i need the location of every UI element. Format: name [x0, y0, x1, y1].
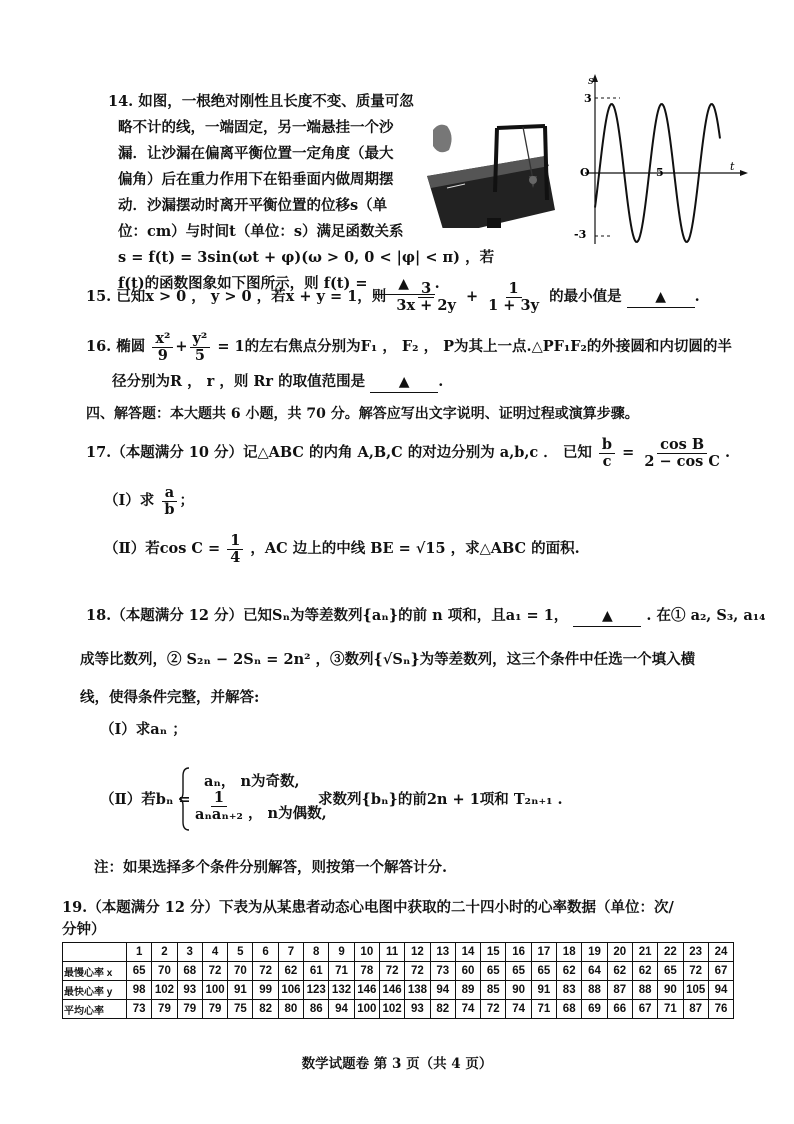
q18-note: 注：如果选择多个条件分别解答，则按第一个解答计分. — [94, 859, 448, 876]
t-axis-label: t — [730, 160, 735, 173]
table-row: 最快心率 y 98 102 93 100 91 99 106 123 132 146 146 138 94 89 85 90 91 83 88 87 88 90 105 94 — [63, 981, 734, 1000]
q17-part2: （Ⅱ）若cos C = $\frac{1}{4}$ ，AC 边上的中线 BE = √15 ，求△ABC 的面积. — [104, 531, 580, 566]
q18-line3: 线，使得条件完整，并解答: — [80, 689, 260, 706]
table-row: 平均心率 73 79 79 79 75 82 80 86 94 100 102 93 82 74 72 74 71 68 69 66 67 71 87 76 — [63, 1000, 734, 1019]
q14-line: 略不计的线，一端固定，另一端悬挂一个沙 — [118, 119, 394, 136]
row-label: 平均心率 — [63, 1000, 127, 1019]
q19-line2: 分钟） — [62, 921, 106, 938]
table-corner — [63, 943, 127, 962]
row-label: 最慢心率 x — [63, 962, 127, 981]
q18-part1: （Ⅰ）求aₙ ； — [100, 721, 187, 738]
q16-line2: 径分别为R ， r ，则 Rr 的取值范围是 ▲ . — [112, 372, 443, 393]
q14-line: s = f(t) = 3sin(ωt + φ)(ω > 0, 0 < |φ| < π) ，若 — [118, 249, 495, 266]
q15-fraction-2: $\frac{1}{1 + 3y}$ — [488, 279, 540, 314]
pendulum-illustration — [425, 118, 570, 228]
q19-line1: 19.（本题满分 12 分）下表为从某患者动态心电图中获取的二十四小时的心率数据（单位：次/ — [62, 899, 674, 916]
table-row: 最慢心率 x 65 70 68 72 70 72 62 61 71 78 72 72 73 60 65 65 65 62 64 62 62 65 72 67 — [63, 962, 734, 981]
min-label: -3 — [574, 228, 587, 241]
brace — [178, 766, 190, 832]
q15-fraction-1: $\frac{3}{3x + 2y}$ — [396, 279, 456, 314]
q14-line: 漏．让沙漏在偏离平衡位置一定角度（最大 — [118, 145, 394, 162]
q15: 15. 已知x > 0 ， y > 0 ，若x + y = 1，则 $\frac{3}{3x + 2y}$ + $\frac{1}{1 + 3y}$ 的最小值是 ▲ . — [86, 279, 700, 314]
answer-blank: ▲ — [627, 287, 695, 308]
q14-line: 偏角）后在重力作用下在铅垂面内做周期摆 — [118, 171, 394, 188]
q18-line1: 18.（本题满分 12 分）已知Sₙ为等差数列{aₙ}的前 n 项和，且a₁ = 1， ▲ . 在① a₂, S₃, a₁₄ — [86, 606, 765, 627]
q14-line-last: f(t)的函数图象如下图所示，则 f(t) = ▲ . — [118, 274, 440, 295]
row-label: 最快心率 y — [63, 981, 127, 1000]
answer-mark: ▲ — [398, 276, 410, 292]
table-header-row: 1 2 3 4 5 6 7 8 9 10 11 12 13 14 15 16 17 18 19 20 21 22 23 24 — [63, 943, 734, 962]
page-footer: 数学试题卷 第 3 页（共 4 页） — [301, 1056, 493, 1072]
q14-line-text: f(t)的函数图象如下图所示，则 f(t) = — [118, 275, 368, 292]
q14-line: 14. 如图，一根绝对刚性且长度不变、质量可忽 — [108, 93, 414, 110]
tick-label: 5 — [656, 166, 664, 179]
q14-line: 动．沙漏摆动时离开平衡位置的位移s（单 — [118, 197, 388, 214]
q15-prefix: 15. 已知x > 0 ， y > 0 ，若x + y = 1，则 — [86, 288, 387, 305]
section-heading: 四、解答题：本大题共 6 小题，共 70 分。解答应写出文字说明、证明过程或演算步骤。 — [86, 406, 639, 422]
q17-part1: （Ⅰ）求 $\frac{a}{b}$ ； — [104, 483, 194, 518]
q16: 16. 椭圆 $\frac{\text{x²}}{9}$ + $\frac{\text{y²}}{5}$ = 1的左右焦点分别为F₁ ， F₂ ， P为其上一点.△PF₁F₂的外接圆和内切圆的半 — [86, 329, 732, 364]
answer-blank: ▲ — [370, 372, 438, 393]
heart-rate-table — [62, 942, 734, 1019]
answer-blank: ▲ — [573, 606, 641, 627]
q18-line2: 成等比数列，② S₂ₙ − 2Sₙ = 2n² ，③数列{√Sₙ}为等差数列，这三个条件中任选一个填入横 — [80, 651, 696, 668]
sine-graph — [570, 72, 750, 252]
s-axis-label: s — [588, 74, 594, 87]
origin-label: O — [580, 166, 590, 179]
q17-stem: 17.（本题满分 10 分）记△ABC 的内角 A,B,C 的对边分别为 a,b,c ． 已知 $\frac{b}{c}$ = $\frac{\text{cos B}}{\text{2 − cos C}}$ . — [86, 435, 730, 470]
max-label: 3 — [584, 92, 592, 105]
q14-line: 位：cm）与时间t（单位：s）满足函数关系 — [118, 223, 404, 240]
